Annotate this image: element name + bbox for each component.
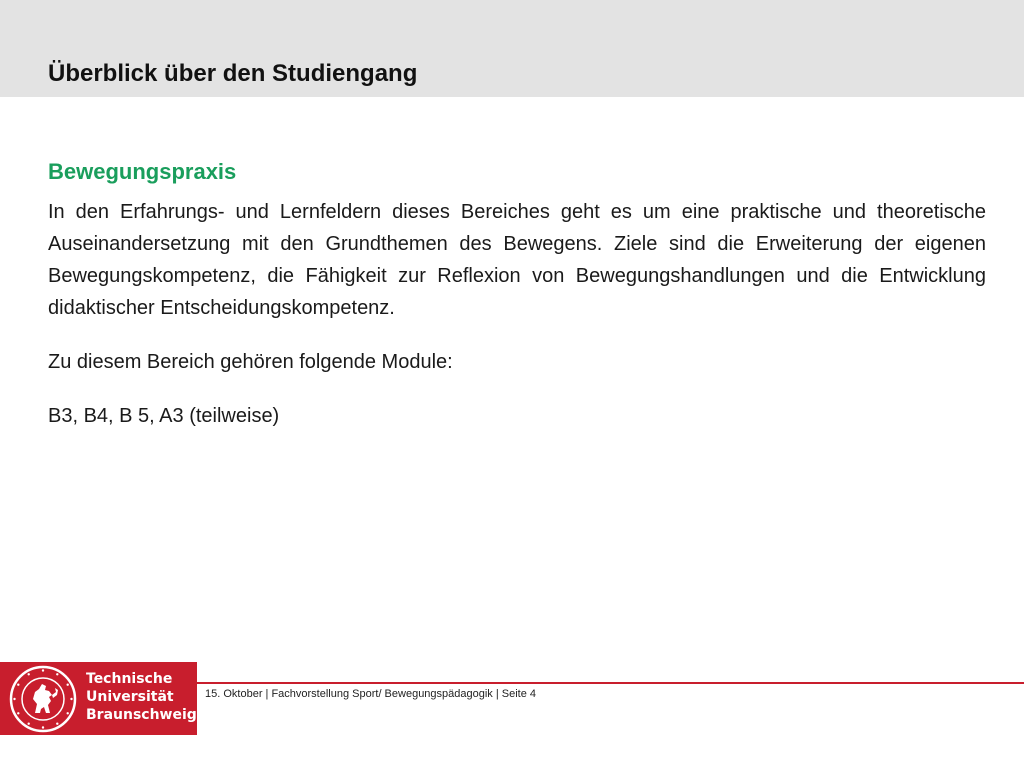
content-area (48, 156, 986, 432)
section-heading: Bewegungspraxis (48, 159, 237, 184)
intro-paragraph: In den Erfahrungs- und Lernfeldern dieses Bereiches geht es um eine praktische und theoretische Auseinandersetzung mit den Grundthemen des Bewegens. Ziele sind die Erweiterung der eigenen Bewegungskompetenz, die Fähigkeit zur Reflexion von Bewegungshandlungen und die Entwicklung didaktischer Entscheidungskompetenz. (48, 201, 986, 319)
page-title: Überblick über den Studiengang (48, 60, 418, 87)
footer-divider (197, 682, 1024, 684)
university-name-line2: Universität (86, 689, 174, 705)
university-name (86, 670, 197, 724)
modules-intro: Zu diesem Bereich gehören folgende Module: (48, 351, 453, 373)
university-seal-icon (8, 664, 78, 734)
title-bar (0, 0, 1024, 97)
university-logo (0, 662, 197, 735)
university-name-line3: Braunschweig (86, 707, 197, 723)
modules-list: B3, B4, B 5, A3 (teilweise) (48, 405, 280, 427)
footer-text: 15. Oktober | Fachvorstellung Sport/ Bewegungspädagogik | Seite 4 (205, 688, 537, 700)
university-name-line1: Technische (86, 671, 173, 687)
